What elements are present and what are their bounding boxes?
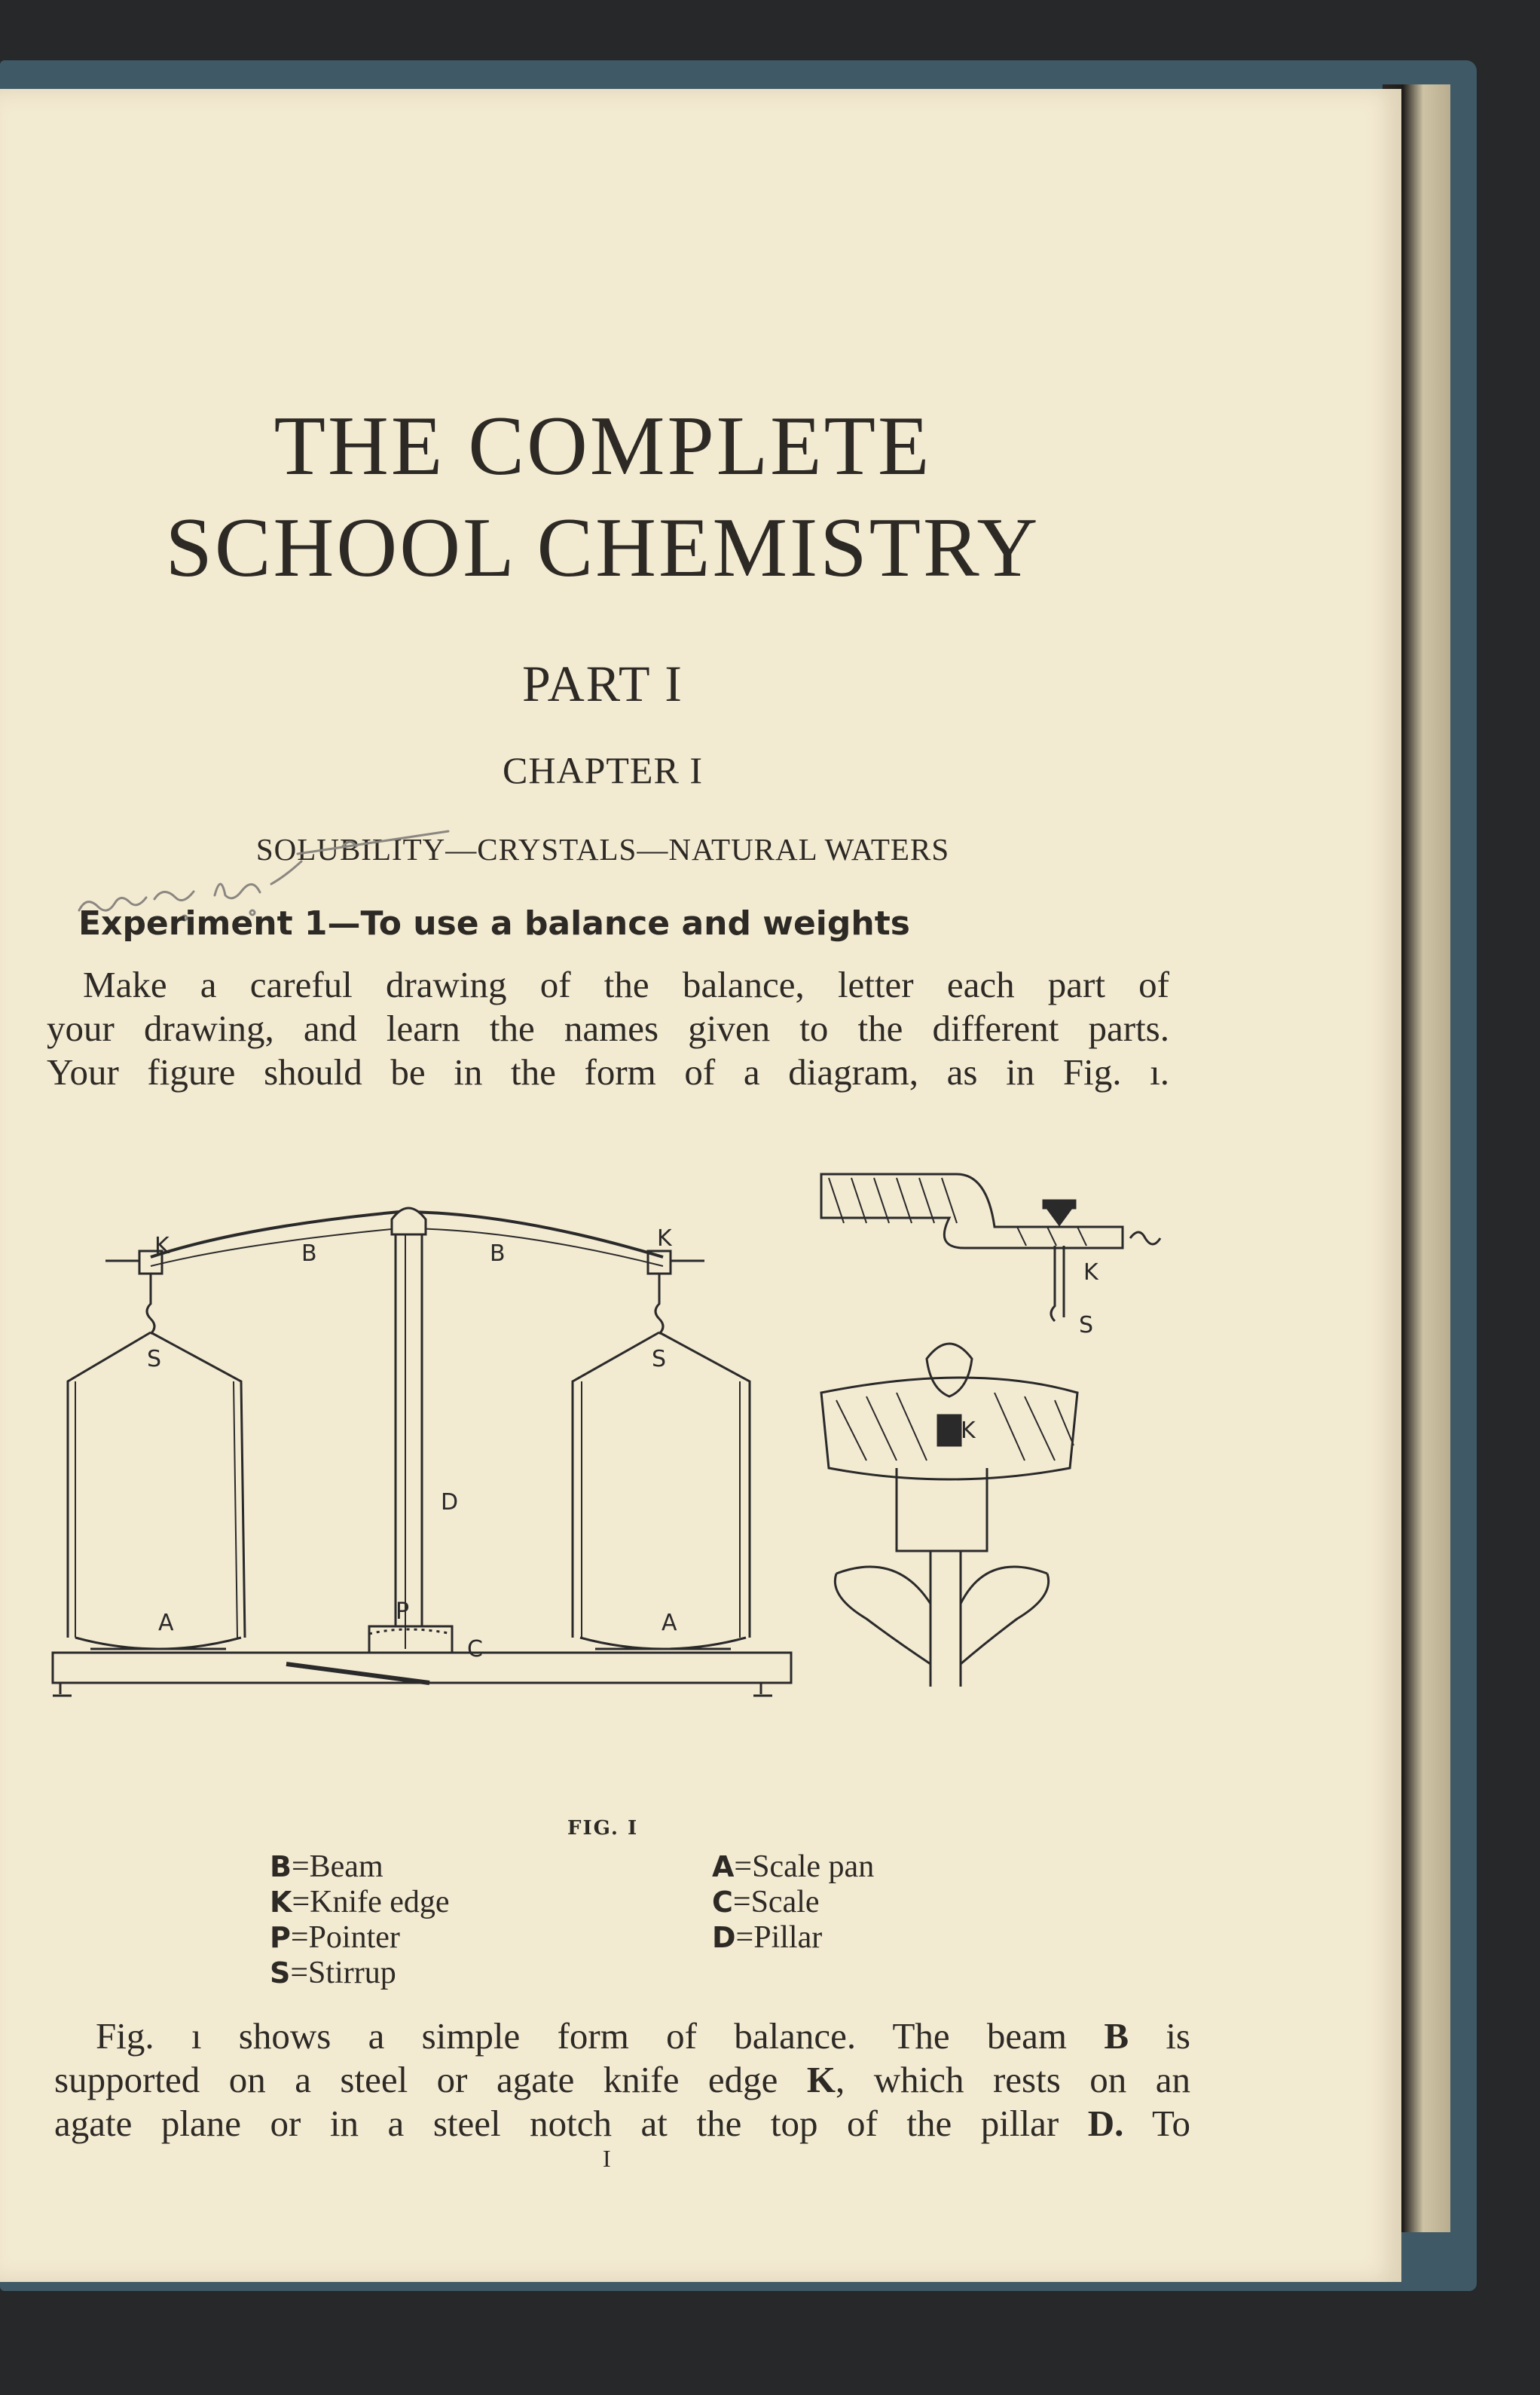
stirrup-left [147,1274,154,1334]
label-k-left: K [154,1233,170,1259]
label-k-right: K [657,1225,672,1252]
page-number: I [603,2145,611,2172]
scale-c [369,1629,452,1634]
label-p: P [396,1598,410,1625]
instructions-line: Your figure should be in the form of a diagram, as in Fig. ı. [47,1051,1169,1093]
instructions-line: your drawing, and learn the names given to the different parts. [47,1008,1169,1049]
book-title-line-2: SCHOOL CHEMISTRY [165,501,1040,595]
beam-end-detail [821,1174,1123,1248]
balance-diagram [45,1106,1190,1822]
legend-item: C=Scale [712,1885,820,1919]
body-line: Fig. ı shows a simple form of balance. The beam B is [96,2015,1190,2057]
chapter-subtitle: SOLUBILITY—CRYSTALS—NATURAL WATERS [255,832,950,867]
label-k-detail: K [1083,1259,1098,1286]
scale-pan-left [75,1638,241,1649]
book-title-line-1: THE COMPLETE [273,399,932,493]
scale-pan-right [580,1638,746,1649]
figure-legend-right [712,1849,874,1956]
body-line: supported on a steel or agate knife edge K, which rests on an [54,2059,1190,2100]
chapter-heading: CHAPTER I [503,749,703,791]
stirrup-right [655,1274,663,1334]
label-d: D [441,1489,459,1516]
legend-item: A=Scale pan [712,1849,875,1884]
legend-item: K=Knife edge [270,1885,450,1919]
legend-item: S=Stirrup [270,1956,396,1990]
experiment-heading: Experiment 1—To use a balance and weights [78,904,910,943]
balance-base [53,1653,791,1683]
label-b-right: B [490,1240,506,1267]
label-s-right: S [652,1346,667,1372]
knife-edge-detail [1047,1208,1071,1225]
pillar-d [396,1227,422,1626]
label-a-left: A [158,1610,174,1636]
figure-legend-left [270,1849,450,1991]
legend-item: B=Beam [270,1849,383,1884]
label-s-left: S [147,1346,162,1372]
instructions-line: Make a careful drawing of the balance, letter each part of [83,964,1169,1005]
label-a-right: A [662,1610,677,1636]
label-b-left: B [301,1240,317,1267]
label-c: C [467,1636,483,1662]
book-page [0,89,1401,2282]
experiment-instructions [47,963,1169,1094]
label-s-detail: S [1079,1312,1094,1338]
figure-caption: FIG. I [567,1817,639,1840]
part-heading: PART I [522,655,683,712]
body-line: agate plane or in a steel notch at the top of the pillar D. To [54,2103,1191,2144]
legend-item: D=Pillar [712,1920,823,1955]
legend-item: P=Pointer [270,1920,400,1955]
body-paragraph [54,2014,1190,2146]
label-k-detail-2: K [961,1418,976,1444]
